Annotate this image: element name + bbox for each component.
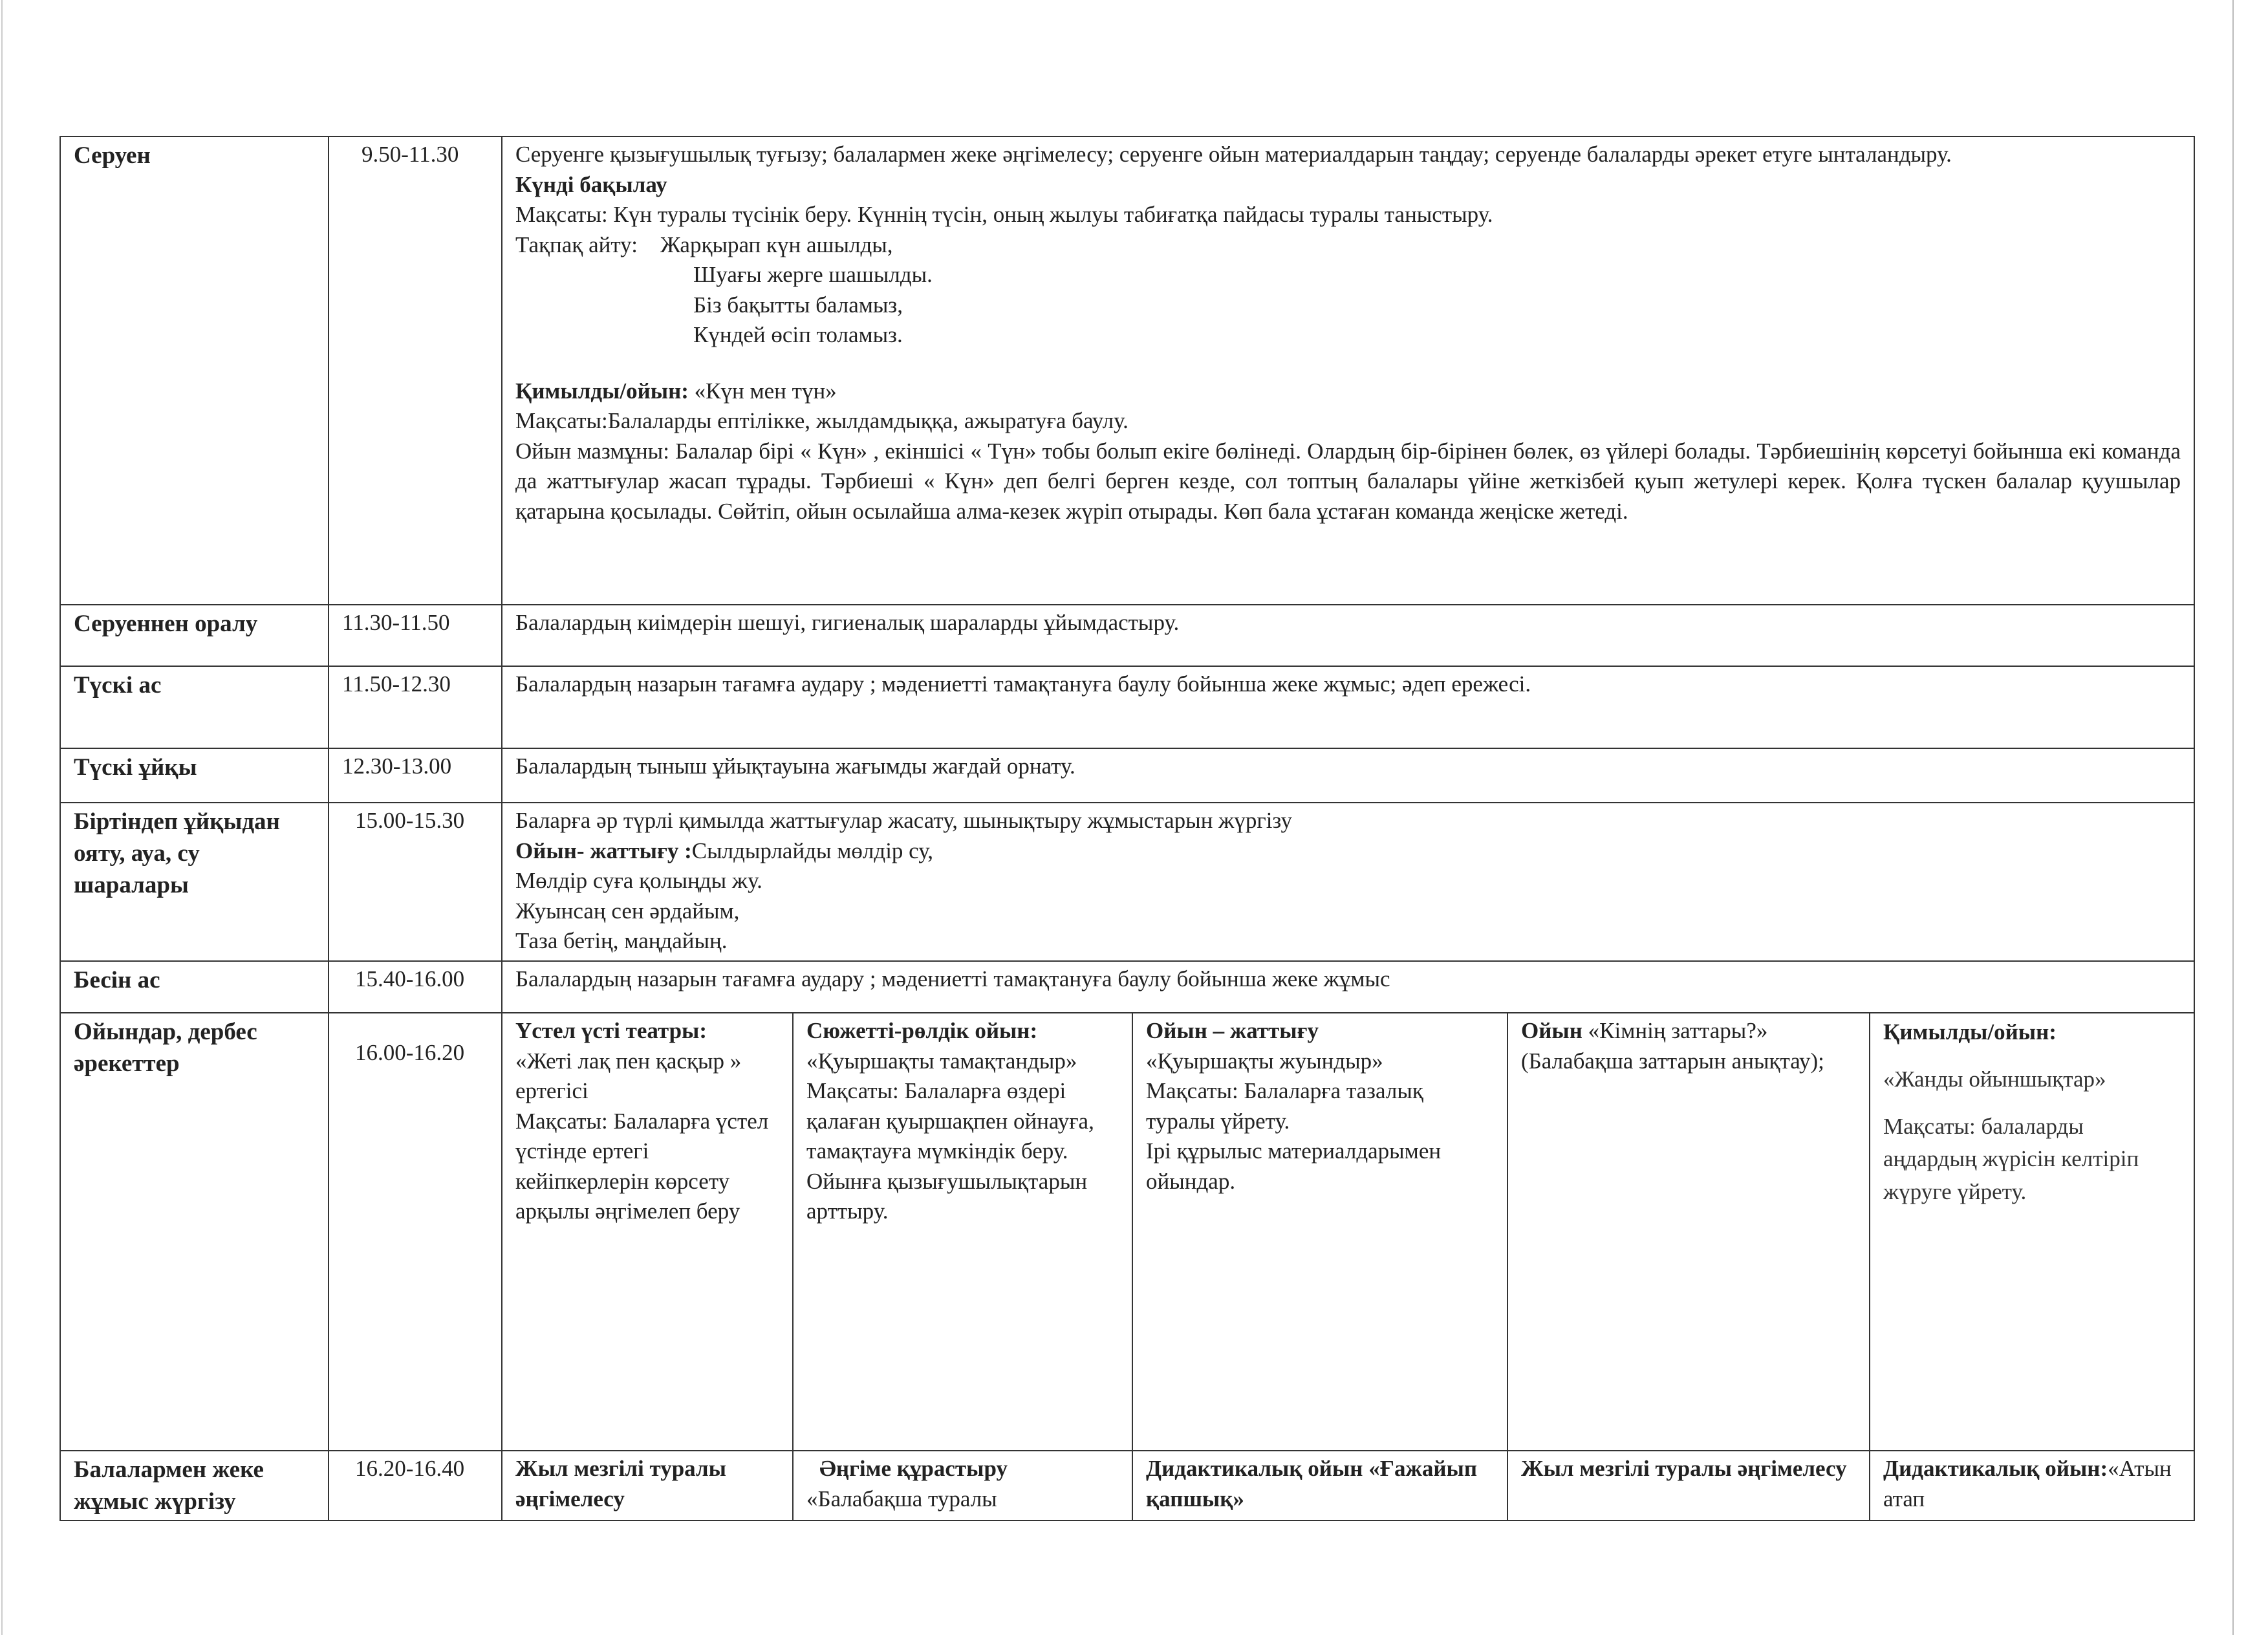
content-cell: Балалардың тыныш ұйықтауына жағымды жағдай орнату. bbox=[502, 748, 2194, 803]
content-cell: Балалардың назарын тағамға аудару ; мәдениетті тамақтануға баулу бойынша жеке жұмыс; әдеп ережесі. bbox=[502, 666, 2194, 748]
wakeup-poem-2: Мөлдір суға қолыңды жу. bbox=[515, 868, 762, 894]
time-cell: 11.50-12.30 bbox=[329, 666, 502, 748]
time-cell: 15.40-16.00 bbox=[329, 961, 502, 1013]
poem-line-1: Тақпақ айту: Жарқырап күн ашылды, bbox=[515, 232, 893, 257]
games-column-5: Қимылды/ойын: «Жанды ойыншықтар» Мақсаты: балаларды аңдардың жүрісін келтіріп жүруге үйрету. bbox=[1870, 1013, 2194, 1451]
time-cell: 16.00-16.20 bbox=[329, 1013, 502, 1451]
poem-label: Тақпақ айту: bbox=[515, 232, 638, 257]
individual-column-3: Дидактикалық ойын «Ғажайып қапшық» bbox=[1132, 1451, 1507, 1521]
content-cell bbox=[502, 136, 2194, 605]
time-cell: 9.50-11.30 bbox=[329, 136, 502, 605]
table-row bbox=[60, 136, 2194, 605]
table-row bbox=[60, 605, 2194, 666]
individual-column-1: Жыл мезгілі туралы әңгімелесу bbox=[502, 1451, 793, 1521]
daily-plan-table bbox=[59, 136, 2195, 1521]
game-content: Ойын мазмұны: Балалар бірі « Күн» , екіншісі « Түн» тобы болып екіге бөлінеді. Олардың бір-бірінен бөлек, өз үйлері болады. Тәрбиешінің көрсетуі бойынша екі команда да жаттығулар жасап тұрады. Тәрбиеші « Күн» деп белгі берген кезде, сол топтың балалары үйіне жеткізбей қуып жетулері керек. Қолға түскен балалар қуушылар қатарына қосылады. Сөйтіп, ойын осылайша алма-кезек жүріп отырады. Көп бала ұстаған команда жеңіске жетеді. bbox=[515, 438, 2181, 525]
wakeup-line: Баларға әр түрлі қимылда жаттығулар жасату, шынықтыру жұмыстарын жүргізу bbox=[515, 808, 1293, 833]
activity-cell: Бесін ас bbox=[60, 961, 329, 1013]
wakeup-poem-3: Жуынсаң сен әрдайым, bbox=[515, 898, 740, 924]
activity-cell: Серуеннен оралу bbox=[60, 605, 329, 666]
game-goal: Мақсаты:Балаларды ептілікке, жылдамдыққа, ажыратуға баулу. bbox=[515, 408, 1129, 434]
poem-line-4: Күндей өсіп толамыз. bbox=[693, 322, 903, 348]
time-cell: 15.00-15.30 bbox=[329, 803, 502, 961]
content-cell bbox=[502, 803, 2194, 961]
games-column-4: Ойын «Кімнің заттары?» (Балабақша заттарын анықтау); bbox=[1507, 1013, 1870, 1451]
poem-line-2: Шуағы жерге шашылды. bbox=[693, 262, 933, 288]
poem-line-3: Біз бақытты баламыз, bbox=[693, 292, 903, 318]
time-cell: 16.20-16.40 bbox=[329, 1451, 502, 1521]
games-column-2: Сюжетті-рөлдік ойын: «Қуыршақты тамақтандыр» Мақсаты: Балаларға өздері қалаған қуыршақпен ойнауға, тамақтауға мүмкіндік беру. Ойынға қызығушылықтарын арттыру. bbox=[793, 1013, 1132, 1451]
content-cell: Балалардың киімдерін шешуі, гигиеналық шараларды ұйымдастыру. bbox=[502, 605, 2194, 666]
table-row bbox=[60, 803, 2194, 961]
page-edge-left bbox=[1, 0, 3, 1635]
activity-cell: Түскі ұйқы bbox=[60, 748, 329, 803]
table-row bbox=[60, 1451, 2194, 1521]
individual-column-5: Дидактикалық ойын:«Атын атап bbox=[1870, 1451, 2194, 1521]
games-column-3: Ойын – жаттығу «Қуыршақты жуындыр» Мақсаты: Балаларға тазалық туралы үйрету. Ірі құрылыс материалдарымен ойындар. bbox=[1132, 1013, 1507, 1451]
individual-column-2: Әңгіме құрастыру «Балабақша туралы bbox=[793, 1451, 1132, 1521]
observation-title: Күнді бақылау bbox=[515, 171, 667, 197]
table-row bbox=[60, 748, 2194, 803]
table-row bbox=[60, 961, 2194, 1013]
spacer bbox=[515, 351, 2181, 376]
wakeup-poem-4: Таза бетің, маңдайың. bbox=[515, 928, 728, 954]
page-edge-right bbox=[2232, 0, 2234, 1635]
wakeup-game: Ойын- жаттығу :Сылдырлайды мөлдір су, bbox=[515, 838, 933, 863]
activity-cell: Біртіндеп ұйқыдан ояту, ауа, су шаралары bbox=[60, 803, 329, 961]
individual-column-4: Жыл мезгілі туралы әңгімелесу bbox=[1507, 1451, 1870, 1521]
games-column-1: Үстел үсті театры: «Жеті лақ пен қасқыр » ертегісі Мақсаты: Балаларға үстел үстінде ертегі кейіпкерлерін көрсету арқылы әңгімелеп беру bbox=[502, 1013, 793, 1451]
walk-intro: Серуенге қызығушылық туғызу; балалармен жеке әңгімелесу; серуенге ойын материалдарын таңдау; серуенде балаларды әрекет етуге ынталандыру. bbox=[515, 142, 1952, 167]
table-row bbox=[60, 1013, 2194, 1451]
activity-cell: Түскі ас bbox=[60, 666, 329, 748]
time-cell: 11.30-11.50 bbox=[329, 605, 502, 666]
time-cell: 12.30-13.00 bbox=[329, 748, 502, 803]
activity-cell: Серуен bbox=[60, 136, 329, 605]
activity-cell: Ойындар, дербес әрекеттер bbox=[60, 1013, 329, 1451]
game-title: Қимылды/ойын: «Күн мен түн» bbox=[515, 378, 837, 404]
table-row bbox=[60, 666, 2194, 748]
activity-cell: Балалармен жеке жұмыс жүргізу bbox=[60, 1451, 329, 1521]
observation-goal: Мақсаты: Күн туралы түсінік беру. Күннің түсін, оның жылуы табиғатқа пайдасы туралы таныстыру. bbox=[515, 202, 1493, 228]
content-cell: Балалардың назарын тағамға аудару ; мәдениетті тамақтануға баулу бойынша жеке жұмыс bbox=[502, 961, 2194, 1013]
